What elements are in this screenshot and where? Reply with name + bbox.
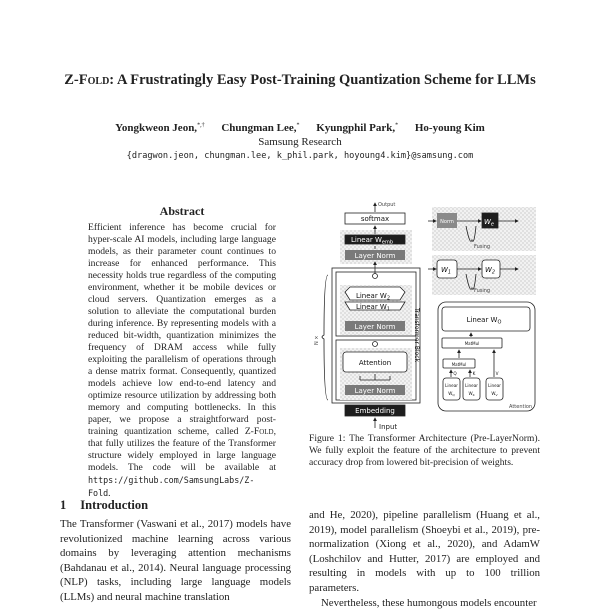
we-label: W [484, 218, 491, 226]
abstract-text: Efficient inference has become crucial for hyper-scale AI models, including large language models, as their parameter count continues to increase for enhanced performance. This necessity holds true regardless of the computing environment, whether it be mobile devices or cloud servers. Quantization emerges as a solution to alleviate the computational burden during inference. By representing models with a reduced bit-width, quantization minimizes the frequency of DRAM access while fully exploiting the parallelism of operations through a dense matrix format. Consequently, quantized models achieve low end-to-end latency and optimize resource utilization by addressing both memory and computing bottlenecks. In this paper, we propose a straightforward post-training quantization scheme, called [88, 222, 276, 437]
matmul-label: MatMul [451, 362, 467, 367]
matmul-label: MatMul [464, 341, 480, 346]
author-mark: * [296, 122, 300, 129]
author-name: Chungman Lee, [221, 122, 297, 134]
transformer-architecture-figure [300, 195, 545, 432]
linear-label: Linear [444, 383, 459, 388]
author [415, 122, 485, 134]
subscript: 1 [386, 306, 391, 313]
attention-panel-label: Attention [509, 404, 533, 410]
right-column-body [309, 508, 540, 610]
author-name: Kyungphil Park, [316, 122, 396, 134]
subscript: e [490, 221, 494, 228]
paper-title [60, 72, 540, 89]
author [221, 122, 299, 134]
linear-wo-label: Linear W [466, 316, 498, 324]
layer-norm-label: Layer Norm [354, 252, 396, 260]
linear-label: Linear [487, 383, 502, 388]
subscript: emb [381, 239, 394, 246]
section-number: 1 [60, 498, 67, 512]
abstract-text: , that fully utilizes the feature of the Transformer structure widely employed in large language models. The code will be available at [88, 426, 276, 473]
output-label: Output [378, 202, 396, 208]
abstract-body [88, 222, 276, 500]
k-label: K [472, 371, 476, 376]
author-emails: {dragwon.jeon, chungman.lee, k_phil.park, hoyoung4.kim}@samsung.com [126, 151, 474, 161]
abstract-text: . [108, 488, 111, 499]
subscript: K [472, 393, 475, 397]
author-mark: * [395, 122, 399, 129]
abstract-heading: Abstract [159, 204, 205, 218]
subscript: 2 [386, 295, 391, 302]
title-rest: : A Frustratingly Easy Post-Training Quantization Scheme for LLMs [109, 72, 536, 88]
subscript: 1 [447, 269, 452, 276]
paragraph: Nevertheless, these humongous models encounter [321, 596, 537, 609]
fusing-label: Fusing [474, 288, 491, 294]
linear-w1-label: Linear W [355, 303, 387, 311]
norm-label: Norm [440, 219, 454, 225]
introduction-body: The Transformer (Vaswani et al., 2017) models have revolutionized machine learning across various domains by leveraging attention mechanisms (Bahdanau et al., 2014). Neural language processing (NLP) tasks, including large language models (LLMs) and neural machine translation [60, 518, 291, 603]
layer-norm-label: Layer Norm [354, 323, 396, 331]
linear-label: Linear [464, 383, 479, 388]
wv-label: W [491, 391, 496, 396]
section-heading [60, 498, 148, 513]
author-name: Yongkweon Jeon, [115, 122, 198, 134]
author-list [60, 122, 540, 134]
w2-label: W [484, 266, 492, 274]
method-name: Z-Fold [64, 72, 110, 88]
author [115, 122, 204, 134]
subscript: 2 [491, 269, 496, 276]
section-title: Introduction [80, 498, 149, 512]
figure-caption: Figure 1: The Transformer Architecture (Pre-LayerNorm). We fully exploit the feature of the architecture to prevent accuracy drop from lowered bit-precision of weights. [309, 433, 540, 468]
affiliation: Samsung Research [258, 136, 342, 148]
fusing-label: Fusing [474, 244, 491, 250]
linear-emb-label: Linear W [350, 236, 382, 244]
embedding-label: Embedding [355, 407, 395, 415]
subscript: O [497, 319, 502, 326]
wk-label: W [468, 391, 473, 396]
paragraph: and He, 2020), pipeline parallelism (Huang et al., 2019), model parallelism (Shoeybi et al., 2019), pre-normalization (Xiong et al., 2020), and AdamW (Loshchilov and Hutter, 2017) are employed and resulting in models with up to 100 trillion parameters. [309, 509, 540, 594]
subscript: Q [452, 393, 455, 397]
transformer-block-label: Transformer Block [413, 307, 420, 363]
method-name: Z-Fold [244, 426, 274, 437]
author-mark: *,† [197, 122, 205, 129]
linear-w2-label: Linear W [355, 292, 387, 300]
n-times-label: N × [314, 335, 320, 345]
author-name: Ho-young Kim [414, 122, 485, 134]
wq-label: W [448, 391, 453, 396]
input-label: Input [379, 423, 398, 431]
attention-label: Attention [358, 359, 392, 367]
softmax-label: softmax [360, 215, 390, 223]
author [316, 122, 398, 134]
v-label: V [495, 371, 499, 376]
layer-norm-label: Layer Norm [354, 387, 396, 395]
w1-label: W [440, 266, 448, 274]
subscript: V [495, 393, 498, 397]
q-label: Q [453, 371, 457, 376]
code-url-link[interactable]: https://github.com/SamsungLabs/Z-Fold [88, 475, 255, 498]
